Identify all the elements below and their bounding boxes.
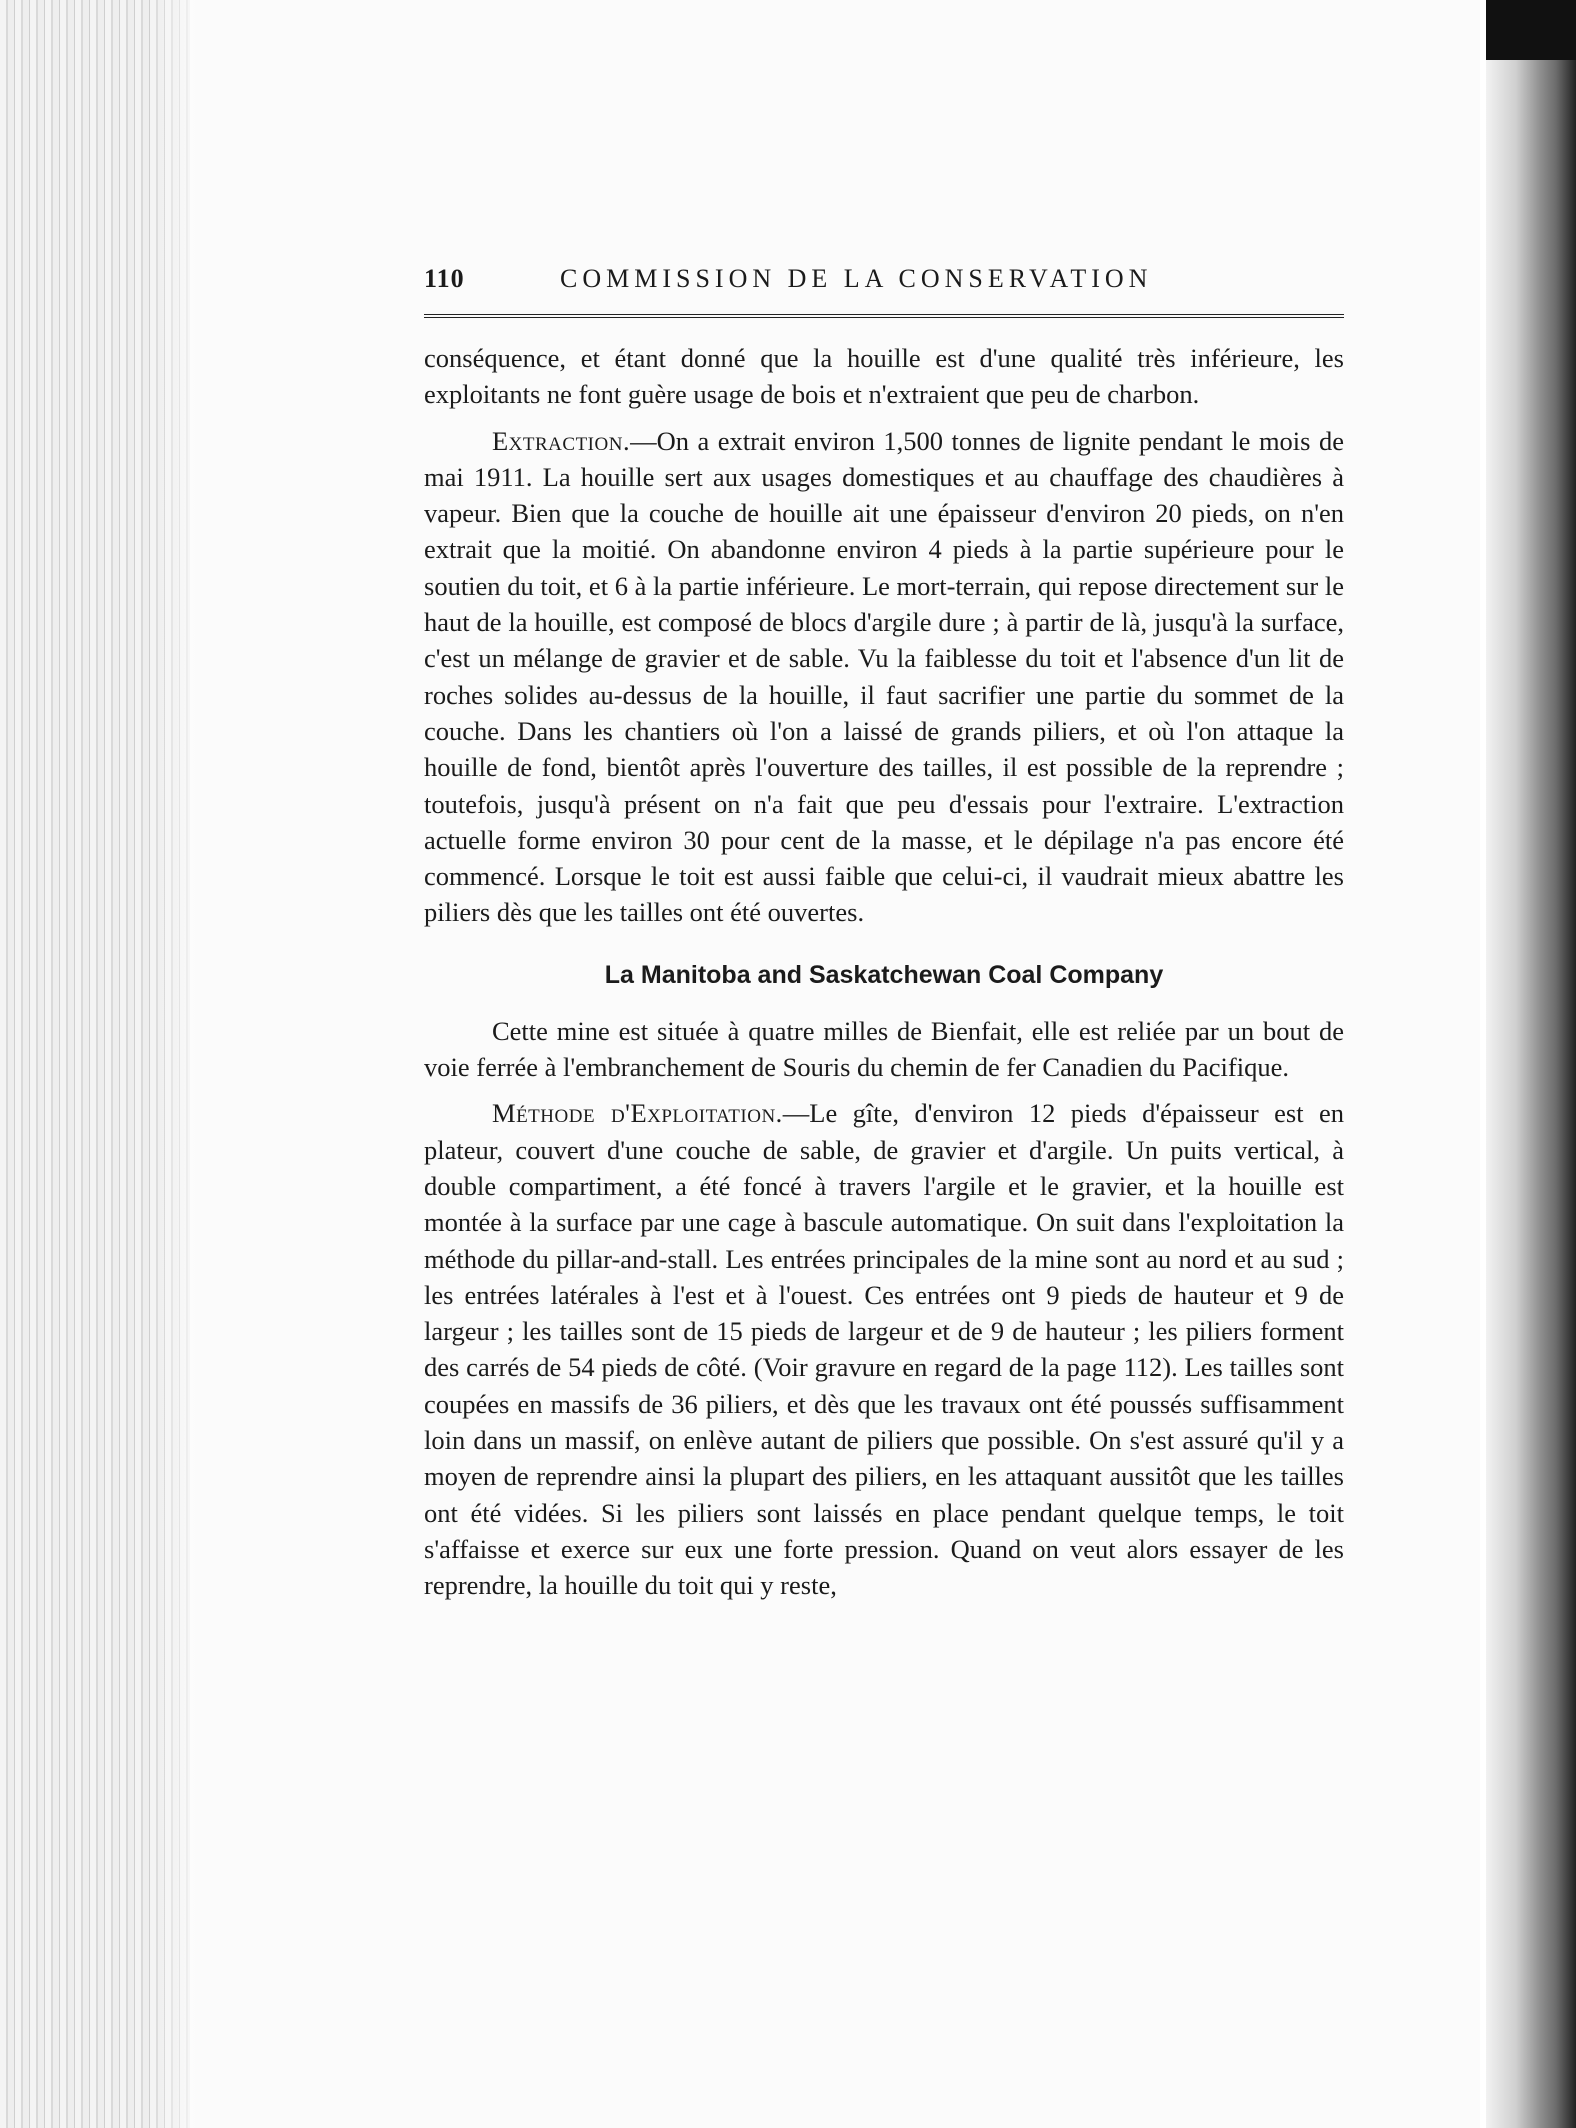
page-header	[424, 264, 1344, 304]
header-rule	[424, 314, 1344, 318]
dark-corner	[1486, 0, 1576, 60]
section-heading: La Manitoba and Saskatchewan Coal Company	[604, 960, 1164, 989]
paragraph-body: —Le gîte, d'environ 12 pieds d'épaisseur est en plateur, couvert d'une couche de sable, de gravier et d'argile. Un puits vertical, à double compartiment, a été foncé à travers l'argile et le gravier, et la houille est montée à la surface par une cage à bascule automatique. On suit dans l'exploitation la méthode du pillar-and-stall. Les entrées principales de la mine sont au nord et au sud ; les entrées latérales à l'est et à l'ouest. Ces entrées ont 9 pieds de hauteur et 9 de largeur ; les tailles sont de 15 pieds de largeur et de 9 de hauteur ; les piliers forment des carrés de 54 pieds de côté. (Voir gravure en regard de la page 112). Les tailles sont coupées en massifs de 36 piliers, et dès que les travaux ont été poussés suffisamment loin dans un massif, on enlève autant de piliers que possible. On s'est assuré qu'il y a moyen de reprendre ainsi la plupart des piliers, en les attaquant aussitôt que les tailles ont été vidées. Si les piliers sont laissés en place pendant quelque temps, le toit s'affaisse et exerce sur eux une forte pression. Quand on veut alors essayer de les reprendre, la houille du toit qui y reste,	[424, 1098, 1345, 1601]
paragraph-location: Cette mine est située à quatre milles de Bienfait, elle est reliée par un bout de voie ferrée à l'embranchement de Souris du chemin de fer Canadien du Pacifique.	[424, 1015, 1344, 1083]
paragraph-lead: Méthode d'Exploitation.	[492, 1098, 783, 1129]
paragraph-continuation: conséquence, et étant donné que la houille est d'une qualité très inférieure, les exploitants ne font guère usage de bois et n'extraient que peu de charbon.	[424, 343, 1344, 410]
page-number: 110	[424, 264, 465, 293]
paragraph-extraction	[424, 423, 1344, 931]
paragraph-body: —On a extrait environ 1,500 tonnes de lignite pendant le mois de mai 1911. La houille sert aux usages domestiques et au chauffage des chaudières à vapeur. Bien que la couche de houille ait une épaisseur d'environ 20 pieds, on n'en extrait que la moitié. On abandonne environ 4 pieds à la partie supérieure pour le soutien du toit, et 6 à la partie inférieure. Le mort-terrain, qui repose directement sur le haut de la houille, est composé de blocs d'argile dure ; à partir de là, jusqu'à la surface, c'est un mélange de gravier et de sable. Vu la faiblesse du toit et l'absence d'un lit de roches solides au-dessus de la houille, il faut sacrifier une partie du sommet de la couche. Dans les chantiers où l'on a laissé de grands piliers, et où l'on attaque la houille de fond, bientôt après l'ouverture des tailles, il est possible de la reprendre ; toutefois, jusqu'à présent on n'a fait que peu d'essais pour l'extraire. L'extraction actuelle forme environ 30 pour cent de la masse, et le dépilage n'a pas encore été commencé. Lorsque le toit est aussi faible que celui-ci, il vaudrait mieux abattre les piliers dès que les tailles ont été ouvertes.	[424, 425, 1344, 928]
paragraph-method	[424, 1095, 1344, 1603]
running-head: COMMISSION DE LA CONSERVATION	[560, 264, 1153, 293]
paragraph-lead: Extraction.	[492, 425, 631, 456]
book-right-edge	[1486, 0, 1576, 2128]
body-text	[424, 340, 1344, 1604]
